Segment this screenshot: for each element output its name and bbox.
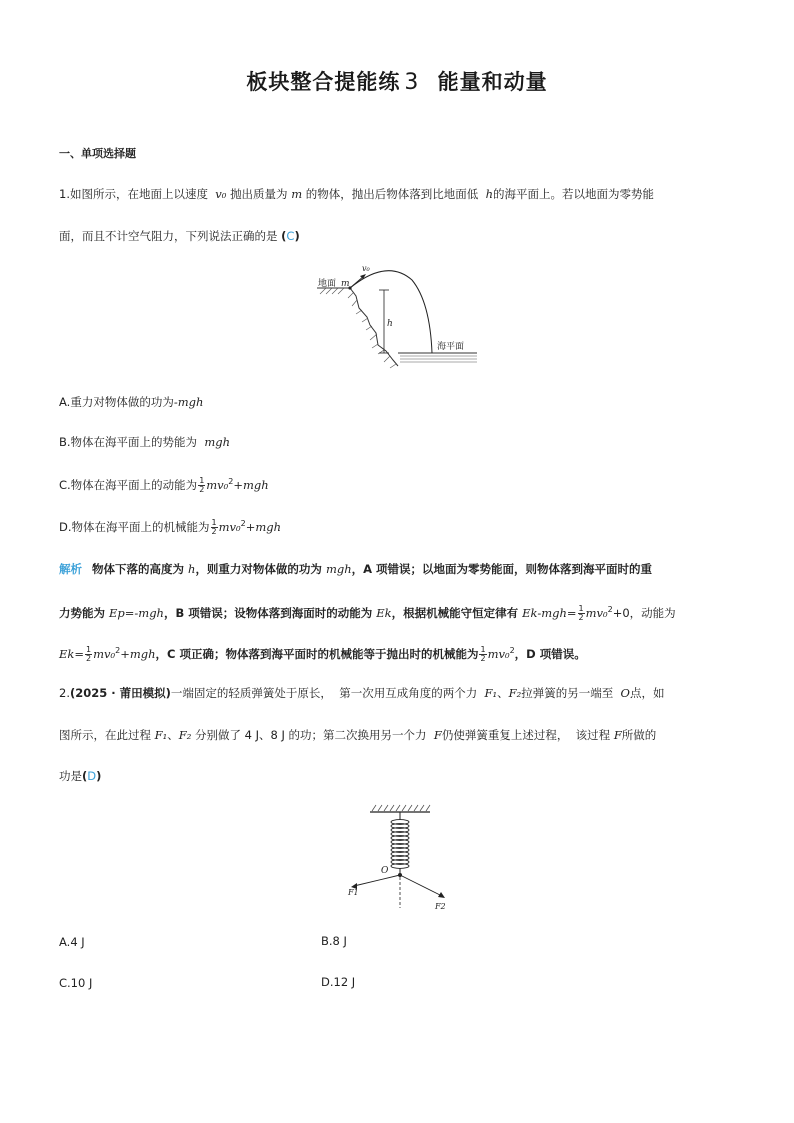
q1-option-c[interactable]: C.物体在海平面上的动能为 $\frac{1}{2}$ mv₀$^2$+mgh bbox=[59, 475, 269, 494]
analysis1-line3: Ek= $\frac{1}{2}$ mv₀$^2$+mgh，C 项正确；物体落到海平面时的机械能等于抛出时的机械能为 $\frac{1}{2}$ mv₀$^2$，D 项错误。 bbox=[59, 644, 586, 663]
q1-fig-h-label: h bbox=[387, 319, 393, 329]
q1-fig-ground-label: 地面 bbox=[318, 279, 337, 289]
q2-line3: 功是(D) bbox=[59, 769, 102, 783]
section-heading: 一、单项选择题 bbox=[59, 147, 136, 160]
q2-figure bbox=[338, 800, 458, 915]
q1-option-a[interactable]: A.重力对物体做的功为-mgh bbox=[59, 395, 204, 409]
analysis1-line2: 力势能为 Ep=-mgh，B 项错误；设物体落到海面时的动能为 Ek，根据机械能守恒定律有 Ek-mgh= $\frac{1}{2}$ mv₀$^2$+0，动能为 bbox=[59, 603, 676, 622]
q2-option-a[interactable]: A.4 J bbox=[59, 935, 85, 949]
q2-option-d[interactable]: D.12 J bbox=[321, 975, 356, 989]
q1-fig-m-label: m bbox=[341, 279, 350, 289]
q1-answer: C bbox=[286, 229, 295, 243]
q2-fig-f1-label: F1 bbox=[348, 888, 359, 897]
analysis-tag: 解析 bbox=[59, 562, 82, 576]
q2-fig-o-label: O bbox=[381, 866, 389, 876]
q2-option-b[interactable]: B.8 J bbox=[321, 934, 347, 948]
q1-figure bbox=[312, 260, 487, 372]
page-title bbox=[0, 66, 794, 96]
q1-option-d[interactable]: D.物体在海平面上的机械能为 $\frac{1}{2}$ mv₀$^2$+mgh bbox=[59, 517, 282, 536]
q1-line1: 1.如图所示，在地面上以速度 v₀ 抛出质量为 m 的物体，抛出后物体落到比地面低 h的海平面上。若以地面为零势能 bbox=[59, 187, 655, 201]
q1-option-b[interactable]: B.物体在海平面上的势能为 mgh bbox=[59, 435, 231, 449]
analysis1-line1: 解析 物体下落的高度为 h，则重力对物体做的功为 mgh，A 项错误；以地面为零势能面，则物体落到海平面时的重 bbox=[59, 562, 653, 576]
q1-fig-v0-label: v₀ bbox=[362, 264, 370, 273]
q1-fig-sea-label: 海平面 bbox=[437, 342, 465, 352]
title-number: 3 bbox=[404, 70, 420, 95]
q2-answer: D bbox=[87, 769, 97, 783]
fraction-half: $\frac{1}{2}$ bbox=[199, 475, 205, 494]
title-main: 板块整合提能练 bbox=[246, 70, 401, 94]
q1-line2: 面，而且不计空气阻力，下列说法正确的是 (C) bbox=[59, 229, 300, 243]
q2-line2: 图所示，在此过程 F₁、F₂ 分别做了 4 J、8 J 的功；第二次换用另一个力 F仍使弹簧重复上述过程， 该过程 F所做的 bbox=[59, 728, 657, 742]
q2-option-c[interactable]: C.10 J bbox=[59, 976, 93, 990]
q2-line1: 2.(2025 · 莆田模拟)一端固定的轻质弹簧处于原长， 第一次用互成角度的两个力 F₁、F₂拉弹簧的另一端至 O点，如 bbox=[59, 686, 665, 700]
q2-source: (2025 · 莆田模拟) bbox=[69, 686, 171, 700]
title-sub: 能量和动量 bbox=[437, 70, 548, 94]
q2-fig-f2-label: F2 bbox=[435, 902, 446, 911]
fraction-half: $\frac{1}{2}$ bbox=[211, 517, 217, 536]
